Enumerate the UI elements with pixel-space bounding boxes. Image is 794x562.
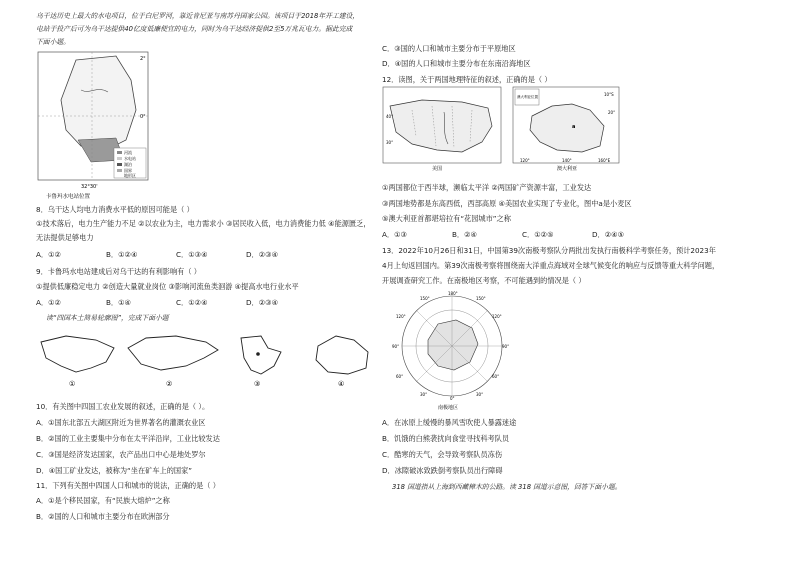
us-coord-30: 30° bbox=[386, 140, 394, 145]
q11-stem: 11．下列有关图中四国人口和城市的说法，正确的是（ ） bbox=[36, 481, 220, 490]
country-num-1: ① bbox=[69, 380, 76, 388]
map1-legend-2: 湖泊 bbox=[124, 162, 132, 167]
q10-opt-b[interactable]: B．②国的工业主要集中分布在太平洋沿岸，工业比较发达 bbox=[36, 434, 220, 443]
map1-legend-4: 地形区 bbox=[124, 173, 136, 178]
q9-ans-c[interactable]: C．①②④ bbox=[176, 298, 208, 307]
q13-stem-1: 13．2022年10月26日和31日，中国第39次南极考察队分两批出发执行南极科学考察任务，预计2023年 bbox=[382, 246, 716, 255]
q10-opt-c[interactable]: C．③国是经济发达国家，农产品出口中心是地处罗尔 bbox=[36, 450, 206, 459]
q9-stem: 9．卡鲁玛水电站建成后对乌干达的有利影响有（ ） bbox=[36, 267, 201, 276]
q9-ans-a[interactable]: A．①② bbox=[36, 298, 61, 307]
read-four-countries: 读“四国本土简易轮廓图”，完成下面小题 bbox=[46, 314, 169, 322]
q12-ans-d[interactable]: D．②④⑤ bbox=[592, 230, 625, 239]
q9-ans-d[interactable]: D．②③④ bbox=[246, 298, 279, 307]
q12-opt-line-3: ⑤澳大利亚首都堪培拉有“花园城市”之称 bbox=[382, 214, 511, 223]
q10-opt-d[interactable]: D．④国工矿业发达，被称为“坐在矿车上的国家” bbox=[36, 466, 192, 475]
deg-60-b: 60° bbox=[396, 374, 404, 379]
us-map bbox=[382, 86, 504, 171]
deg-150-b: 150° bbox=[476, 296, 486, 301]
antarctica-caption: 南极地区 bbox=[438, 405, 459, 411]
deg-120-a: 120° bbox=[492, 314, 502, 319]
q12-ans-c[interactable]: C．①②⑤ bbox=[522, 230, 554, 239]
q8-ans-d[interactable]: D．②③④ bbox=[246, 250, 279, 259]
q12-opt-line-2: ③两国地势都是东高西低，西部高原 ④美国农业实现了专业化，图中a是小麦区 bbox=[382, 199, 632, 208]
antarctica-map bbox=[392, 288, 512, 413]
q8-opt-line-2: 无法提供足够电力 bbox=[36, 233, 94, 242]
deg-90-b: 90° bbox=[392, 344, 400, 349]
deg-150-a: 150° bbox=[420, 296, 430, 301]
deg-0: 0° bbox=[450, 396, 455, 401]
q11-opt-d[interactable]: D．④国的人口和城市主要分布在东南沿海地区 bbox=[382, 59, 531, 68]
q9-opts: ①提供低廉稳定电力 ②创造大量就业岗位 ③影响河流鱼类洄游 ④提高水电行业水平 bbox=[36, 282, 299, 291]
intro-line-3: 下面小题。 bbox=[36, 38, 70, 46]
deg-30-b: 30° bbox=[420, 392, 428, 397]
country-num-2: ② bbox=[166, 380, 173, 388]
q12-stem: 12．读图，关于两国地理特征的叙述，正确的是（ ） bbox=[382, 75, 552, 84]
map1-legend-3: 国界 bbox=[124, 168, 132, 173]
au-caption: 澳大利亚 bbox=[557, 166, 578, 171]
deg-90-a: 90° bbox=[502, 344, 510, 349]
q10-opt-a[interactable]: A．①国东北部五大湖区附近为世界著名的灌溉农业区 bbox=[36, 418, 206, 427]
q12-ans-b[interactable]: B．②④ bbox=[452, 230, 478, 239]
us-coord-40: 40° bbox=[386, 114, 394, 119]
au-coord-140: 140° bbox=[562, 158, 572, 163]
q10-stem: 10．有关图中四国工农业发展的叙述，正确的是（ ）。 bbox=[36, 402, 210, 411]
deg-30-a: 30° bbox=[476, 392, 484, 397]
q12-opt-line-1: ①两国都位于西半球，濒临太平洋 ②两国矿产资源丰富，工业发达 bbox=[382, 183, 592, 192]
route-318-intro: 318 国道指从上海到西藏樟木的公路。读 318 国道示意图，回答下面小题。 bbox=[392, 483, 622, 491]
q13-stem-3: 开展调查研究工作。在南极地区考察，不可能遇到的情况是（ ） bbox=[382, 276, 586, 285]
q13-stem-2: 4月上旬返回国内。第39次南极考察将围绕南大洋重点海域对全球气候变化的响应与反馈等重大科学问题， bbox=[382, 261, 720, 270]
au-coord-10s: 10°S bbox=[604, 92, 614, 97]
four-country-outlines bbox=[36, 328, 381, 390]
map1-legend-0: 河流 bbox=[124, 150, 132, 155]
intro-line-2: 电站于投产后可为乌干达提供40亿度低廉便宜的电力，同时为乌干达经济提供2至5万兆瓦电力。据此完成 bbox=[36, 25, 353, 33]
q12-ans-a[interactable]: A．①③ bbox=[382, 230, 407, 239]
q13-opt-c[interactable]: C．酷寒的天气，会导致考察队员冻伤 bbox=[382, 450, 503, 459]
au-inset-label: 澳大利亚位置 bbox=[517, 95, 538, 99]
q8-stem: 8．乌干达人均电力消费水平低的原因可能是（ ） bbox=[36, 205, 194, 214]
q13-opt-d[interactable]: D．冰隙破冰致跌倒考察队员出行障碍 bbox=[382, 466, 503, 475]
deg-60-a: 60° bbox=[492, 374, 500, 379]
q8-ans-a[interactable]: A．①② bbox=[36, 250, 61, 259]
q8-ans-c[interactable]: C．①③④ bbox=[176, 250, 208, 259]
q13-opt-a[interactable]: A．在冰原上缓慢的暴风雪吹使人暴露迷途 bbox=[382, 418, 517, 427]
au-coord-160: 160°E bbox=[598, 158, 611, 163]
map1-lat-mid: 0° bbox=[140, 114, 146, 120]
country-num-3: ③ bbox=[254, 380, 261, 388]
australia-map bbox=[512, 86, 622, 171]
q9-ans-b[interactable]: B．①④ bbox=[106, 298, 132, 307]
au-coord-120: 120° bbox=[520, 158, 530, 163]
q11-opt-b[interactable]: B．②国的人口和城市主要分布在欧洲部分 bbox=[36, 512, 170, 521]
q11-opt-a[interactable]: A．①是个移民国家，有“民族大熔炉”之称 bbox=[36, 496, 170, 505]
map1-lon: 32°30' bbox=[81, 184, 98, 190]
country-num-4: ④ bbox=[338, 380, 345, 388]
intro-line-1: 乌干达历史上最大的水电项目，位于白尼罗河，靠近肯尼亚与南苏丹国家公园。该项目于2018年开工建设， bbox=[36, 12, 360, 20]
map1-lat-top: 2° bbox=[140, 56, 146, 62]
svg-text:a: a bbox=[572, 124, 576, 130]
deg-180: 180° bbox=[448, 291, 458, 296]
q8-ans-b[interactable]: B．①②④ bbox=[106, 250, 138, 259]
deg-120-b: 120° bbox=[396, 314, 406, 319]
map1-legend-1: 水电站 bbox=[124, 156, 136, 161]
map1-caption: 卡鲁玛水电站位置 bbox=[46, 194, 91, 200]
q11-opt-c[interactable]: C．③国的人口和城市主要分布于平原地区 bbox=[382, 44, 516, 53]
q8-opt-line-1: ①技术落后，电力生产能力不足 ②以农业为主，电力需求小 ③居民收入低，电力消费能力低 ④能源匮乏， bbox=[36, 219, 371, 228]
au-coord-20: 20° bbox=[608, 110, 616, 115]
q13-opt-b[interactable]: B．饥饿的白熊袭扰向食堂寻找科考队员 bbox=[382, 434, 510, 443]
us-caption: 美国 bbox=[432, 166, 443, 171]
uganda-map bbox=[36, 50, 151, 200]
